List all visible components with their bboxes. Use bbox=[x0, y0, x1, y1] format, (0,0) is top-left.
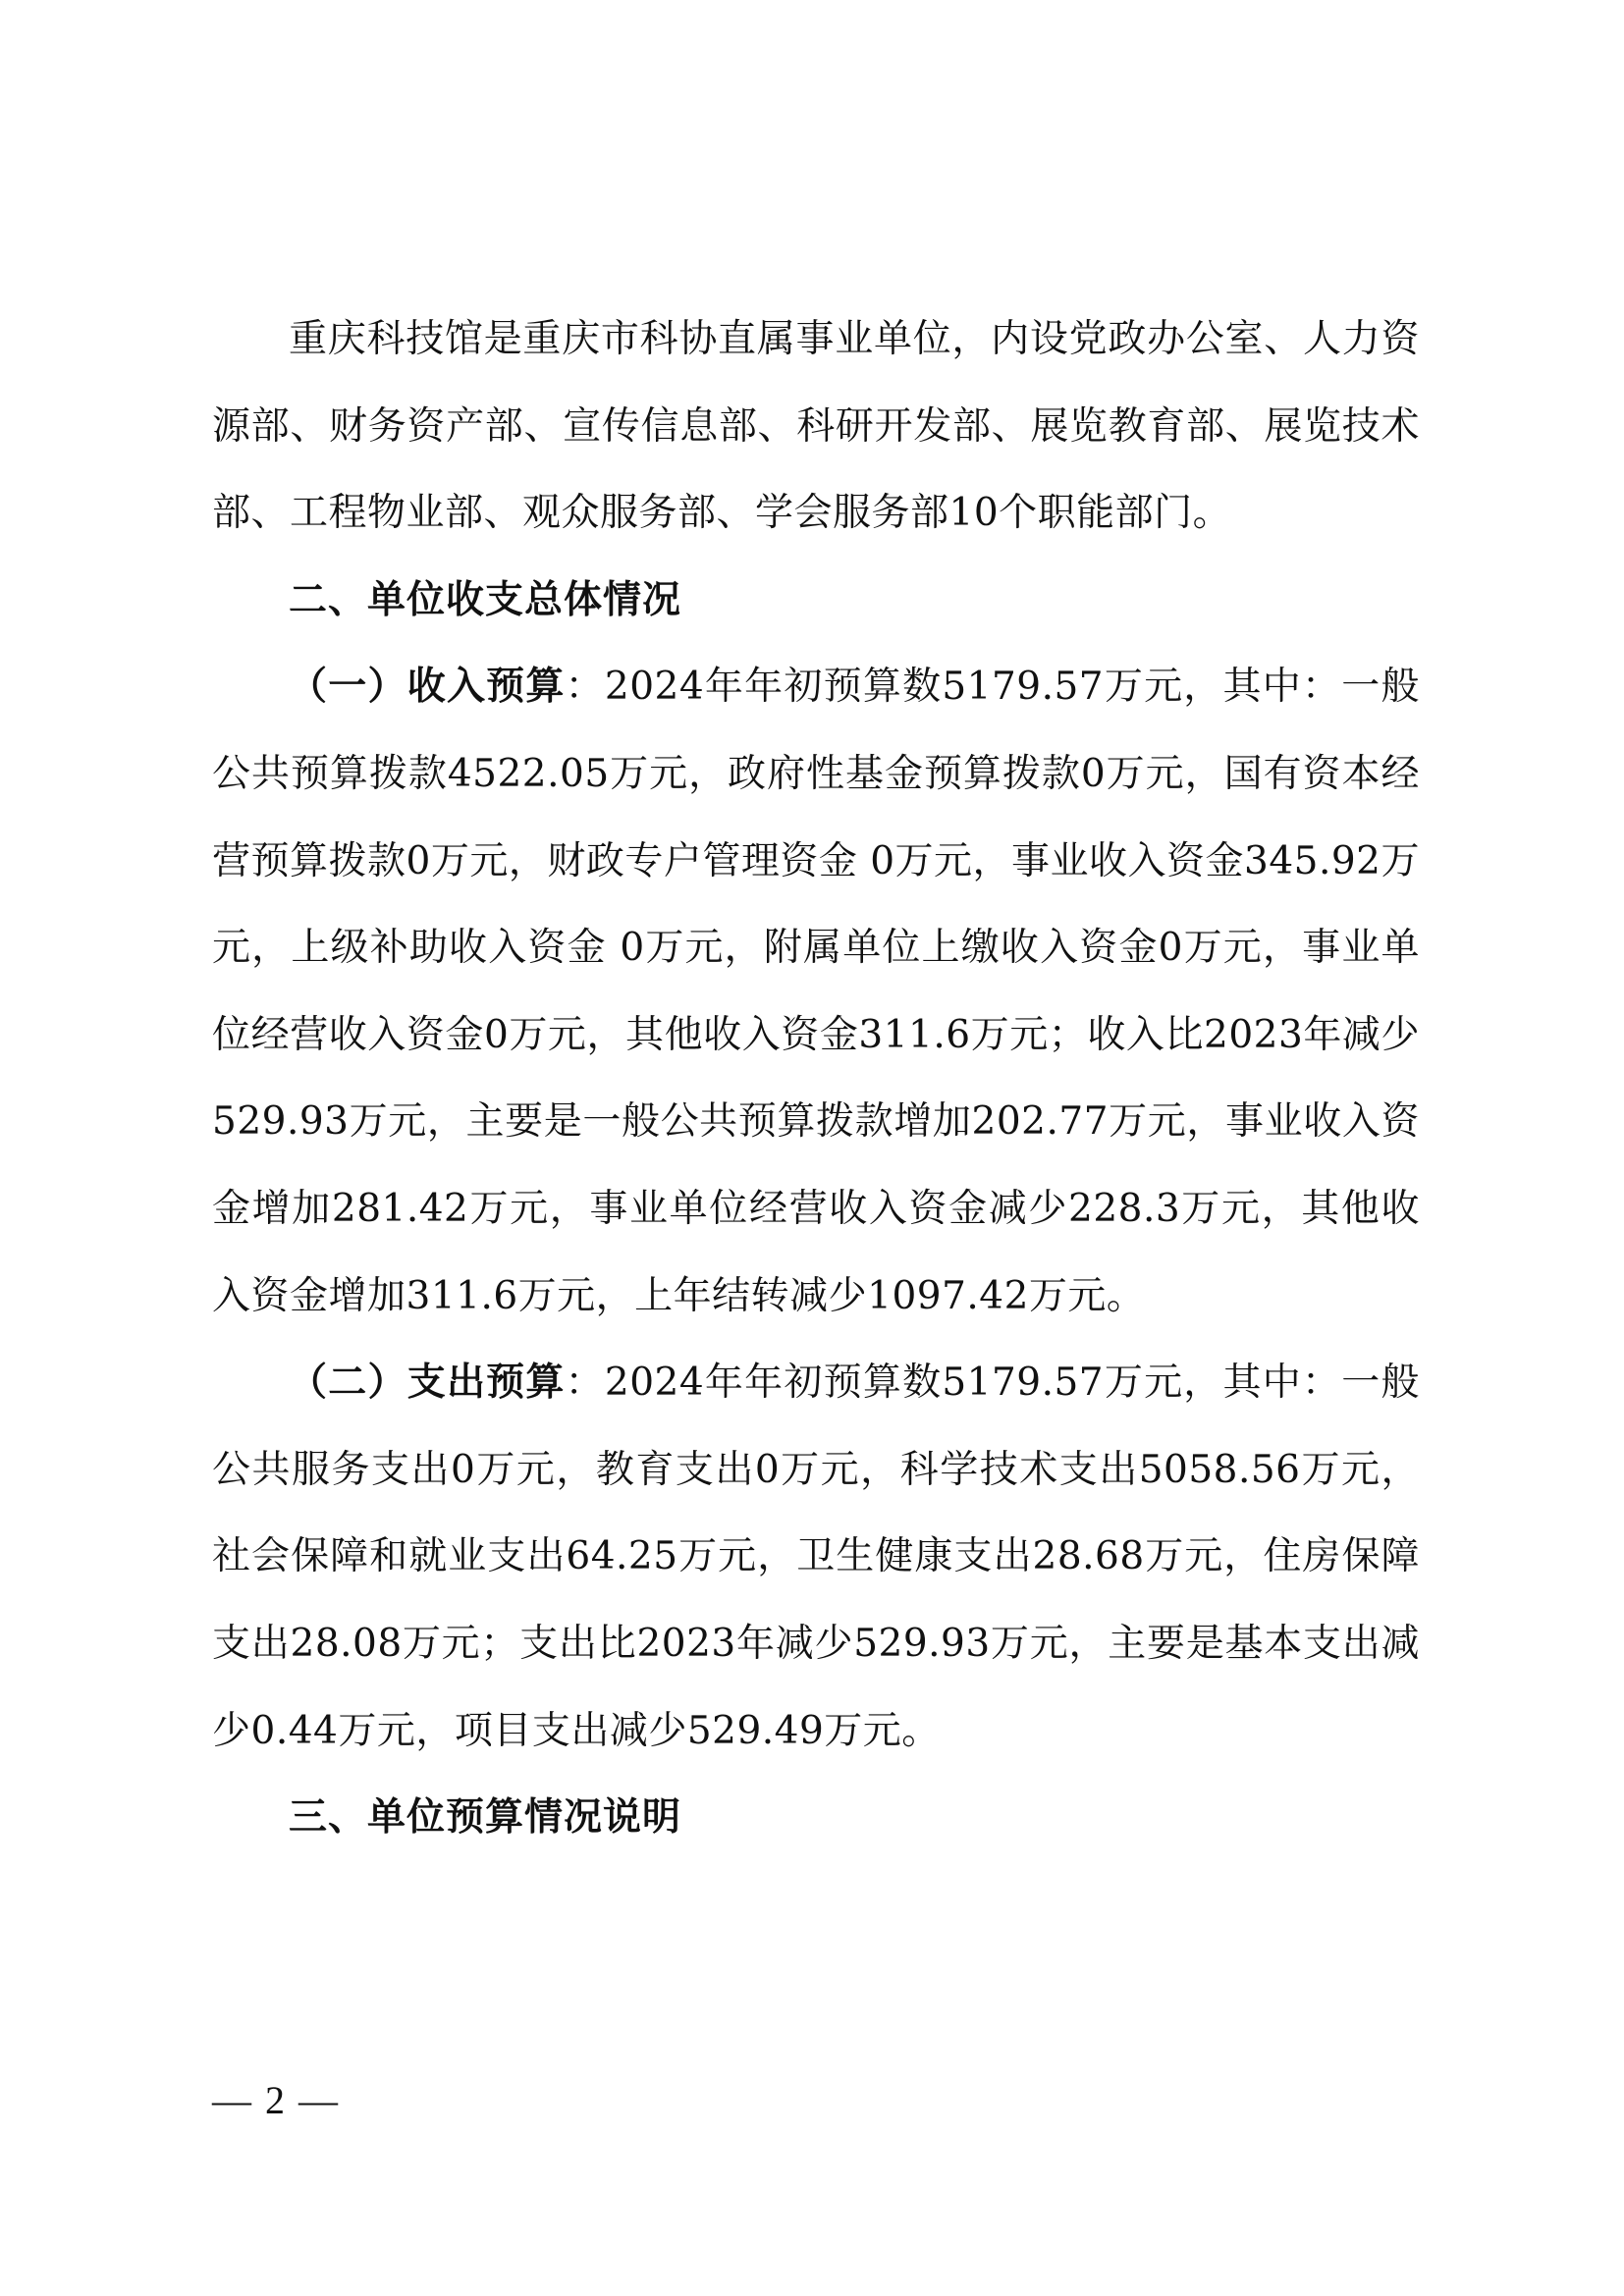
section-heading-income-expenditure: 二、单位收支总体情况 bbox=[289, 577, 682, 622]
intro-paragraph: 重庆科技馆是重庆市科协直属事业单位，内设党政办公室、人力资源部、财务资产部、宣传信息部、科研开发部、展览教育部、展览技术部、工程物业部、观众服务部、学会服务部10个职能部门。 bbox=[212, 317, 1420, 536]
document-body bbox=[212, 296, 1420, 1862]
expenditure-budget-label: （二）支出预算 bbox=[289, 1361, 566, 1406]
section-heading-budget-explanation: 三、单位预算情况说明 bbox=[289, 1795, 682, 1841]
income-budget-text: ：2024年年初预算数5179.57万元，其中：一般公共预算拨款4522.05万元，政府性基金预算拨款0万元，国有资本经营预算拨款0万元，财政专户管理资金 0万元，事业收入资金345.92万元，上级补助收入资金 0万元，附属单位上缴收入资金0万元，事业单位经营收入资金0万元，其他收入资金311.6万元；收入比2023年减少529.93万元，主要是一般公共预算拨款增加202.77万元，事业收入资金增加281.42万元，事业单位经营收入资金减少228.3万元，其他收入资金增加311.6万元，上年结转减少1097.42万元。 bbox=[212, 665, 1420, 1318]
expenditure-budget-text: ：2024年年初预算数5179.57万元，其中：一般公共服务支出0万元，教育支出0万元，科学技术支出5058.56万元，社会保障和就业支出64.25万元，卫生健康支出28.68万元，住房保障支出28.08万元；支出比2023年减少529.93万元，主要是基本支出减少0.44万元，项目支出减少529.49万元。 bbox=[212, 1361, 1420, 1753]
page-number: — 2 — bbox=[212, 2078, 340, 2122]
income-budget-paragraph bbox=[212, 644, 1420, 1340]
income-budget-label: （一）收入预算 bbox=[289, 665, 566, 710]
expenditure-budget-paragraph bbox=[212, 1340, 1420, 1775]
